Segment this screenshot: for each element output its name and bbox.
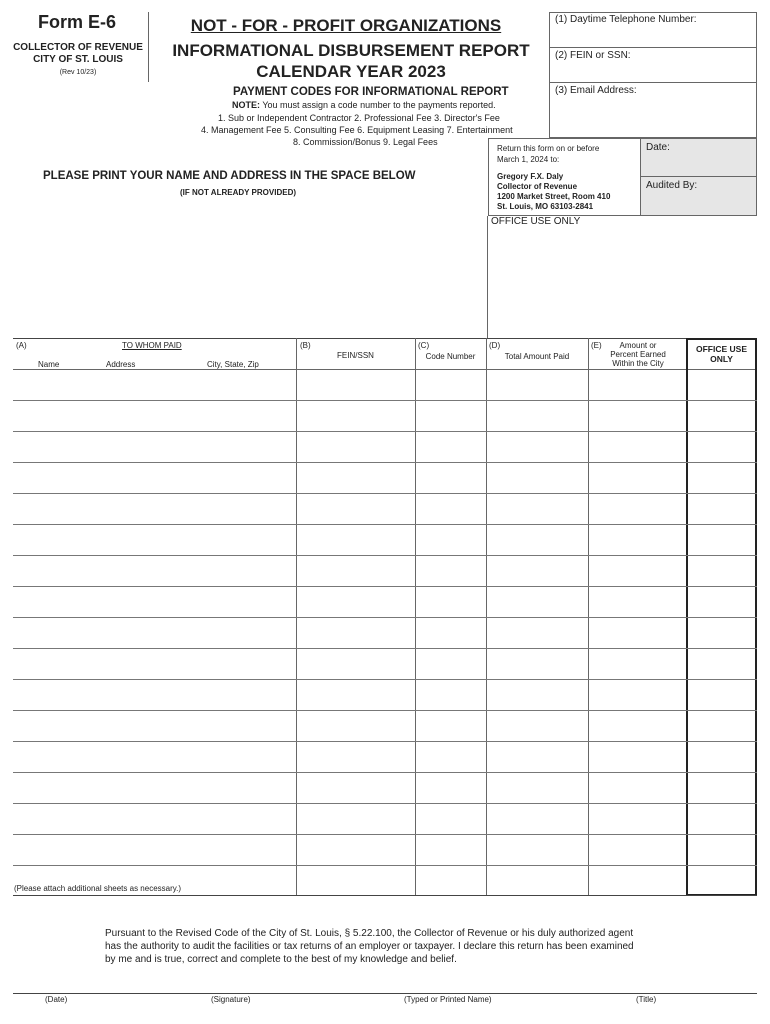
title-line3: CALENDAR YEAR 2023 [256, 62, 446, 81]
print-name-subheading: (IF NOT ALREADY PROVIDED) [180, 188, 297, 197]
table-row[interactable] [13, 680, 757, 711]
col-name-label: Name [38, 360, 60, 369]
table-row[interactable] [13, 525, 757, 556]
note-text: You must assign a code number to the payments reported. [260, 100, 496, 110]
return-office: Collector of Revenue [497, 182, 578, 191]
header-divider [148, 12, 149, 82]
title-line2: INFORMATIONAL DISBURSEMENT REPORT [172, 41, 530, 60]
return-text-2: March 1, 2024 to: [497, 155, 560, 164]
col-office-label-2: ONLY [710, 354, 733, 364]
fein-field[interactable] [549, 47, 757, 83]
title-line1: NOT - FOR - PROFIT ORGANIZATIONS [190, 16, 502, 35]
note-label: NOTE: [232, 100, 260, 110]
date-label: Date: [646, 142, 670, 153]
agency-name: COLLECTOR OF REVENUE [13, 42, 143, 53]
col-amount-label-2: Percent Earned [610, 350, 666, 359]
col-address-label: Address [106, 360, 136, 369]
table-row[interactable] [13, 432, 757, 463]
col-code-label: Code Number [425, 352, 476, 361]
return-city: St. Louis, MO 63103-2841 [497, 202, 594, 211]
col-c-label: (C) [418, 341, 430, 350]
office-use-divider [487, 216, 488, 338]
signature-line[interactable] [13, 993, 757, 994]
title-caption: (Title) [636, 995, 657, 1004]
payment-codes-line3: 8. Commission/Bonus 9. Legal Fees [293, 137, 438, 147]
email-label: (3) Email Address: [555, 85, 637, 96]
payment-codes-line2: 4. Management Fee 5. Consulting Fee 6. Equipment Leasing 7. Entertainment [201, 125, 513, 135]
table-row[interactable] [13, 494, 757, 525]
col-amount-label-3: Within the City [612, 359, 664, 368]
table-row[interactable] [13, 463, 757, 494]
attestation-line3: by me and is true, correct and complete to the best of my knowledge and belief. [105, 954, 457, 965]
table-row[interactable] [13, 773, 757, 804]
attestation-line2: has the authority to audit the facilities or tax returns of an employer or taxpayer. I declare this return has been examined [105, 941, 634, 952]
fein-label: (2) FEIN or SSN: [555, 50, 631, 61]
audited-by-label: Audited By: [646, 180, 698, 191]
typed-name-caption: (Typed or Printed Name) [404, 995, 492, 1004]
to-whom-paid: TO WHOM PAID [122, 341, 182, 350]
table-row[interactable] [13, 401, 757, 432]
agency-city: CITY OF ST. LOUIS [33, 54, 123, 65]
phone-field[interactable] [549, 12, 757, 48]
attach-sheets-note: (Please attach additional sheets as necessary.) [14, 884, 182, 893]
return-name: Gregory F.X. Daly [497, 172, 564, 181]
table-row[interactable] [13, 804, 757, 835]
table-row[interactable] [13, 587, 757, 618]
col-office-label-1: OFFICE USE [695, 344, 747, 354]
office-use-label: OFFICE USE ONLY [491, 216, 581, 227]
payment-codes-line1: 1. Sub or Independent Contractor 2. Professional Fee 3. Director's Fee [218, 113, 500, 123]
table-row[interactable] [13, 742, 757, 773]
col-a-label: (A) [16, 341, 27, 350]
form-number: Form E-6 [38, 12, 117, 32]
table-row[interactable] [13, 649, 757, 680]
table-top-border [13, 338, 757, 339]
return-text-1: Return this form on or before [497, 144, 600, 153]
return-street: 1200 Market Street, Room 410 [497, 192, 611, 201]
table-row[interactable] [13, 711, 757, 742]
date-field[interactable] [640, 138, 757, 177]
col-e-label: (E) [591, 341, 602, 350]
print-name-heading: PLEASE PRINT YOUR NAME AND ADDRESS IN THE SPACE BELOW [43, 170, 416, 182]
table-row[interactable] [13, 370, 757, 401]
col-fein-label: FEIN/SSN [337, 351, 374, 360]
table-row[interactable] [13, 618, 757, 649]
col-city-label: City, State, Zip [207, 360, 259, 369]
table-row[interactable] [13, 835, 757, 866]
revision: (Rev 10/23) [59, 69, 97, 76]
table-row[interactable] [13, 556, 757, 587]
audited-by-field[interactable] [640, 176, 757, 216]
payment-codes-heading: PAYMENT CODES FOR INFORMATIONAL REPORT [233, 86, 509, 98]
date-caption: (Date) [45, 995, 68, 1004]
attestation-line1: Pursuant to the Revised Code of the City of St. Louis, § 5.22.100, the Collector of Revenue or his duly authorized agent [105, 928, 634, 939]
col-d-label: (D) [489, 341, 501, 350]
name-address-area[interactable] [13, 200, 483, 336]
phone-label: (1) Daytime Telephone Number: [555, 14, 697, 25]
col-amount-label-1: Amount or [619, 341, 657, 350]
col-total-label: Total Amount Paid [504, 352, 570, 361]
signature-caption: (Signature) [211, 995, 251, 1004]
col-b-label: (B) [300, 341, 311, 350]
payment-codes-note [232, 100, 496, 110]
email-field[interactable] [549, 82, 757, 138]
